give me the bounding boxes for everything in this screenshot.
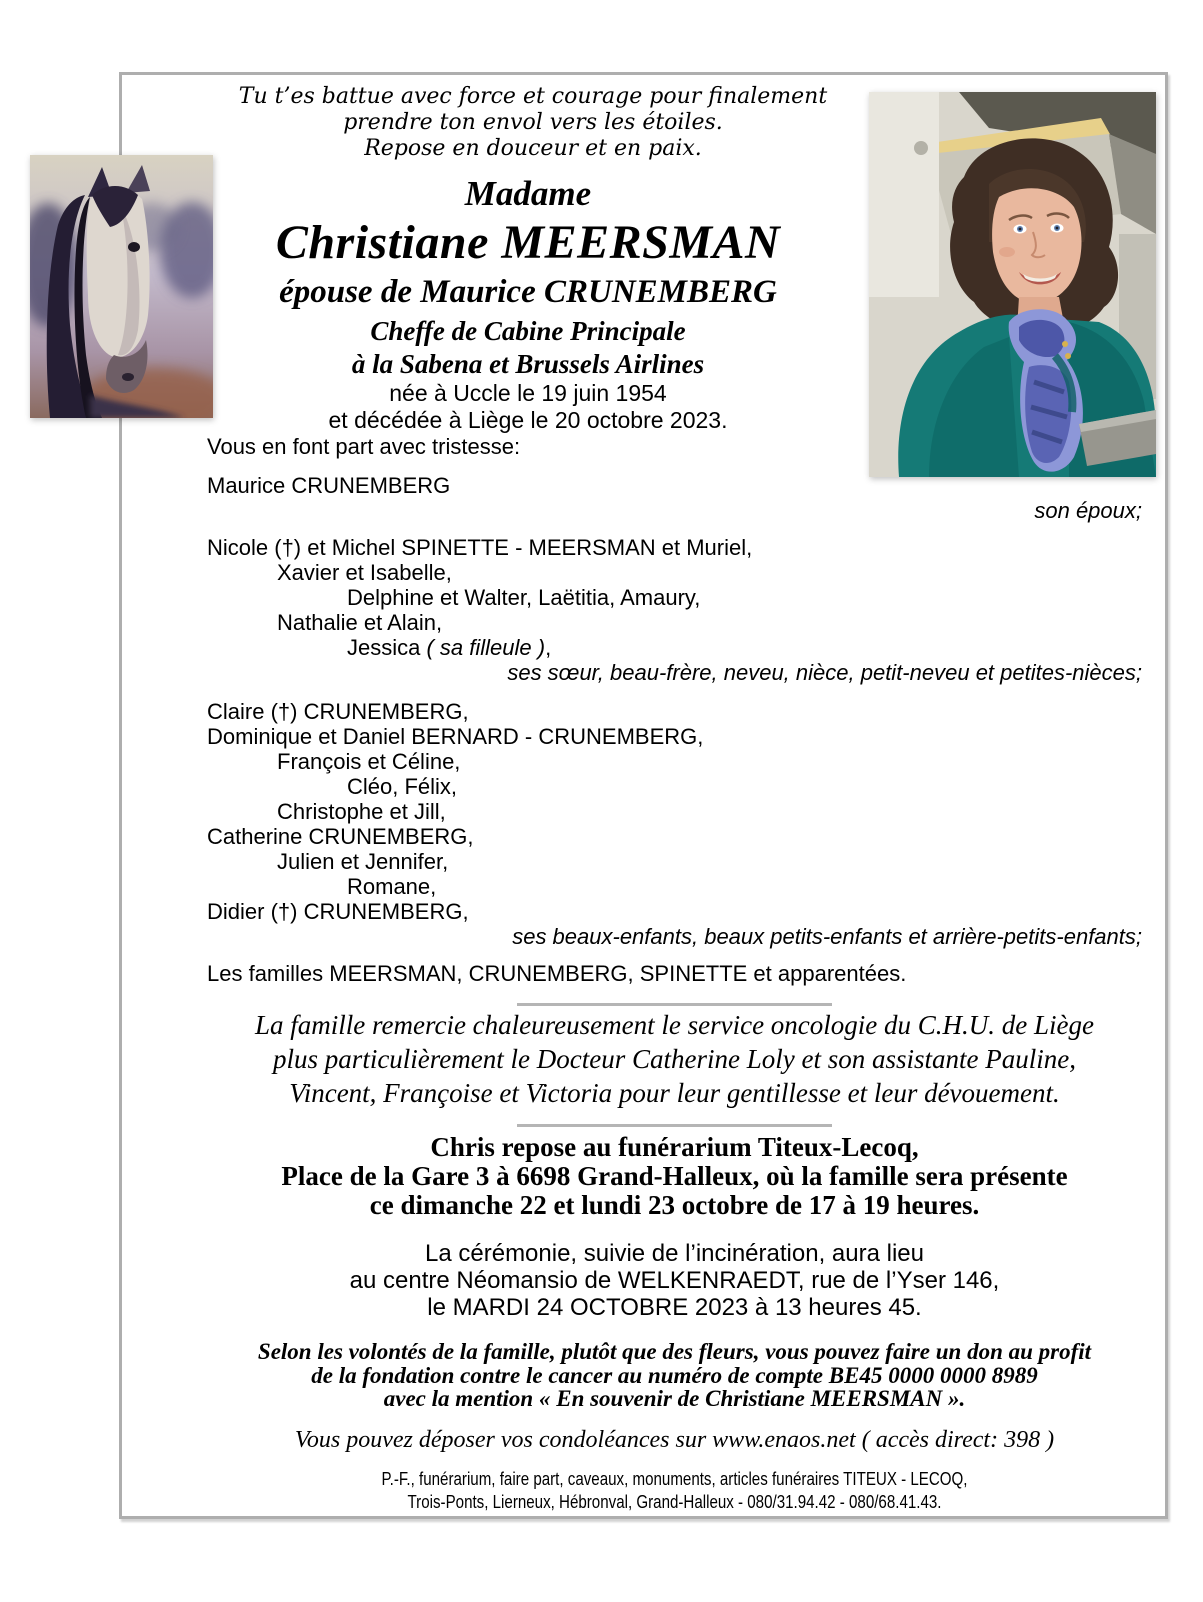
thanks-line: La famille remercie chaleureusement le service oncologie du C.H.U. de Liège <box>254 1010 1095 1040</box>
deceased-title: Madame <box>464 174 592 213</box>
donation-line: Selon les volontés de la famille, plutôt que des fleurs, vous pouvez faire un don au profit <box>257 1339 1092 1364</box>
family-member: Catherine CRUNEMBERG, <box>207 824 474 849</box>
comma: , <box>545 635 552 660</box>
family-member <box>207 635 1142 660</box>
thanks-paragraph <box>207 1008 1142 1110</box>
epitaph-line: Repose en douceur et en paix. <box>364 136 702 161</box>
deceased-job-line1: Cheffe de Cabine Principale <box>370 316 686 346</box>
family-member: Claire (†) CRUNEMBERG, <box>207 699 469 724</box>
funeral-home-line: ce dimanche 22 et lundi 23 octobre de 17 à 19 heures. <box>369 1190 980 1220</box>
divider-wrapper <box>207 1124 1142 1127</box>
deceased-death-line: et décédée à Liège le 20 octobre 2023. <box>328 407 728 433</box>
donation-line: avec la mention « En souvenir de Christiane MEERSMAN ». <box>383 1386 966 1411</box>
horse-photo <box>30 155 213 418</box>
portrait-photo <box>869 92 1156 477</box>
divider <box>517 1003 832 1006</box>
horse-photo-art <box>30 155 213 418</box>
funeral-director-footer <box>282 1468 1067 1514</box>
family-member: Didier (†) CRUNEMBERG, <box>207 899 469 924</box>
condolences-text: Vous pouvez déposer vos condoléances sur www.enaos.net ( accès direct: 398 ) <box>294 1427 1055 1453</box>
ceremony-line: au centre Néomansio de WELKENRAEDT, rue de l’Yser 146, <box>349 1267 1000 1294</box>
thanks-line: Vincent, Françoise et Victoria pour leur gentillesse et leur dévouement. <box>289 1078 1060 1108</box>
spacer <box>207 685 1142 699</box>
deceased-job-line2: à la Sabena et Brussels Airlines <box>351 349 705 379</box>
donation-paragraph <box>207 1340 1142 1411</box>
ceremony-paragraph <box>207 1240 1142 1321</box>
relation-label-stepfamily: ses beaux-enfants, beaux petits-enfants et arrière-petits-enfants; <box>512 924 1142 949</box>
goddaughter-note: ( sa filleule ) <box>426 635 546 660</box>
thanks-line: plus particulièrement le Docteur Catherine Loly et son assistante Pauline, <box>273 1044 1076 1074</box>
family-member: Xavier et Isabelle, <box>277 560 452 585</box>
family-member: Maurice CRUNEMBERG <box>207 473 451 498</box>
family-member: Cléo, Félix, <box>347 774 458 799</box>
epitaph-line: prendre ton envol vers les étoiles. <box>343 110 723 135</box>
family-member: Julien et Jennifer, <box>277 849 449 874</box>
spacer <box>207 523 1142 535</box>
family-member: Christophe et Jill, <box>277 799 446 824</box>
announcement-intro: Vous en font part avec tristesse: <box>207 434 521 459</box>
divider-wrapper <box>207 1003 1142 1006</box>
funeral-home-paragraph <box>207 1133 1142 1220</box>
family-member: Nathalie et Alain, <box>277 610 443 635</box>
family-member: Dominique et Daniel BERNARD - CRUNEMBERG, <box>207 724 704 749</box>
relation-label-siblings: ses sœur, beau-frère, neveu, nièce, petit-neveu et petites-nièces; <box>507 660 1142 685</box>
epitaph <box>213 84 853 162</box>
deceased-name: Christiane MEERSMAN <box>275 216 781 269</box>
ceremony-line: le MARDI 24 OCTOBRE 2023 à 13 heures 45. <box>427 1294 922 1321</box>
families-line: Les familles MEERSMAN, CRUNEMBERG, SPINETTE et apparentées. <box>207 961 907 986</box>
relation-label-spouse: son époux; <box>1034 498 1142 523</box>
spacer <box>207 459 1142 473</box>
deceased-birth-line: née à Uccle le 19 juin 1954 <box>389 380 667 406</box>
funeral-home-line: Chris repose au funérarium Titeux-Lecoq, <box>430 1132 919 1162</box>
deceased-spouse-line: épouse de Maurice CRUNEMBERG <box>279 274 777 310</box>
condolences-line <box>207 1426 1142 1454</box>
donation-line: de la fondation contre le cancer au numéro de compte BE45 0000 0000 8989 <box>311 1362 1038 1388</box>
footer-line: P.-F., funérarium, faire part, caveaux, monuments, articles funéraires TITEUX - LECOQ, <box>381 1469 968 1489</box>
epitaph-line: Tu t’es battue avec force et courage pour finalement <box>238 84 828 109</box>
ceremony-line: La cérémonie, suivie de l’incinération, aura lieu <box>425 1240 924 1267</box>
deceased-header <box>188 172 868 434</box>
portrait-photo-art <box>869 92 1156 477</box>
family-announcement <box>207 434 1142 986</box>
divider <box>517 1124 832 1127</box>
family-member: Delphine et Walter, Laëtitia, Amaury, <box>347 585 701 610</box>
spacer <box>207 949 1142 961</box>
family-member: Romane, <box>347 874 437 899</box>
family-member: Nicole (†) et Michel SPINETTE - MEERSMAN et Muriel, <box>207 535 753 560</box>
family-member-name: Jessica <box>347 635 427 660</box>
footer-line: Trois-Ponts, Lierneux, Hébronval, Grand-Halleux - 080/31.94.42 - 080/68.41.43. <box>407 1492 942 1512</box>
funeral-home-line: Place de la Gare 3 à 6698 Grand-Halleux, où la famille sera présente <box>281 1161 1068 1191</box>
family-member: François et Céline, <box>277 749 461 774</box>
